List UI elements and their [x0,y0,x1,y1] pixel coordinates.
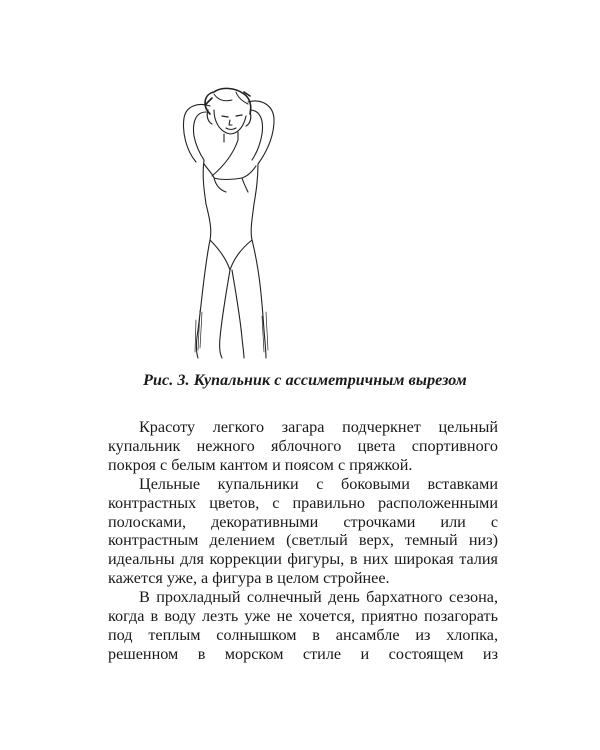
swimsuit-illustration [140,80,310,360]
paragraph-2: Цельные купальники с боковыми вставками контрастных цветов, с правильно расположенными полосками, декоративными строчками или с контрастным делением (светлый верх, темный низ) идеальны для коррекции фигуры, в них широкая талия кажется уже, а фигура в целом стройнее. [108,474,498,588]
paragraph-1: Красоту легкого загара подчеркнет цельный купальник нежного яблочного цвета спортивного покроя с белым кантом и поясом с пряжкой. [108,418,498,474]
figure-caption: Рис. 3. Купальник с ассиметричным вырезом [143,372,467,389]
body-text [108,418,498,664]
paragraph-3: В прохладный солнечный день бархатного сезона, когда в воду лезть уже не хочется, приятно позагорать под теплым солнышком в ансамбле из хлопка, решенном в морском стиле и состоящем из [108,588,498,663]
swimsuit-sketch-icon [140,80,310,360]
